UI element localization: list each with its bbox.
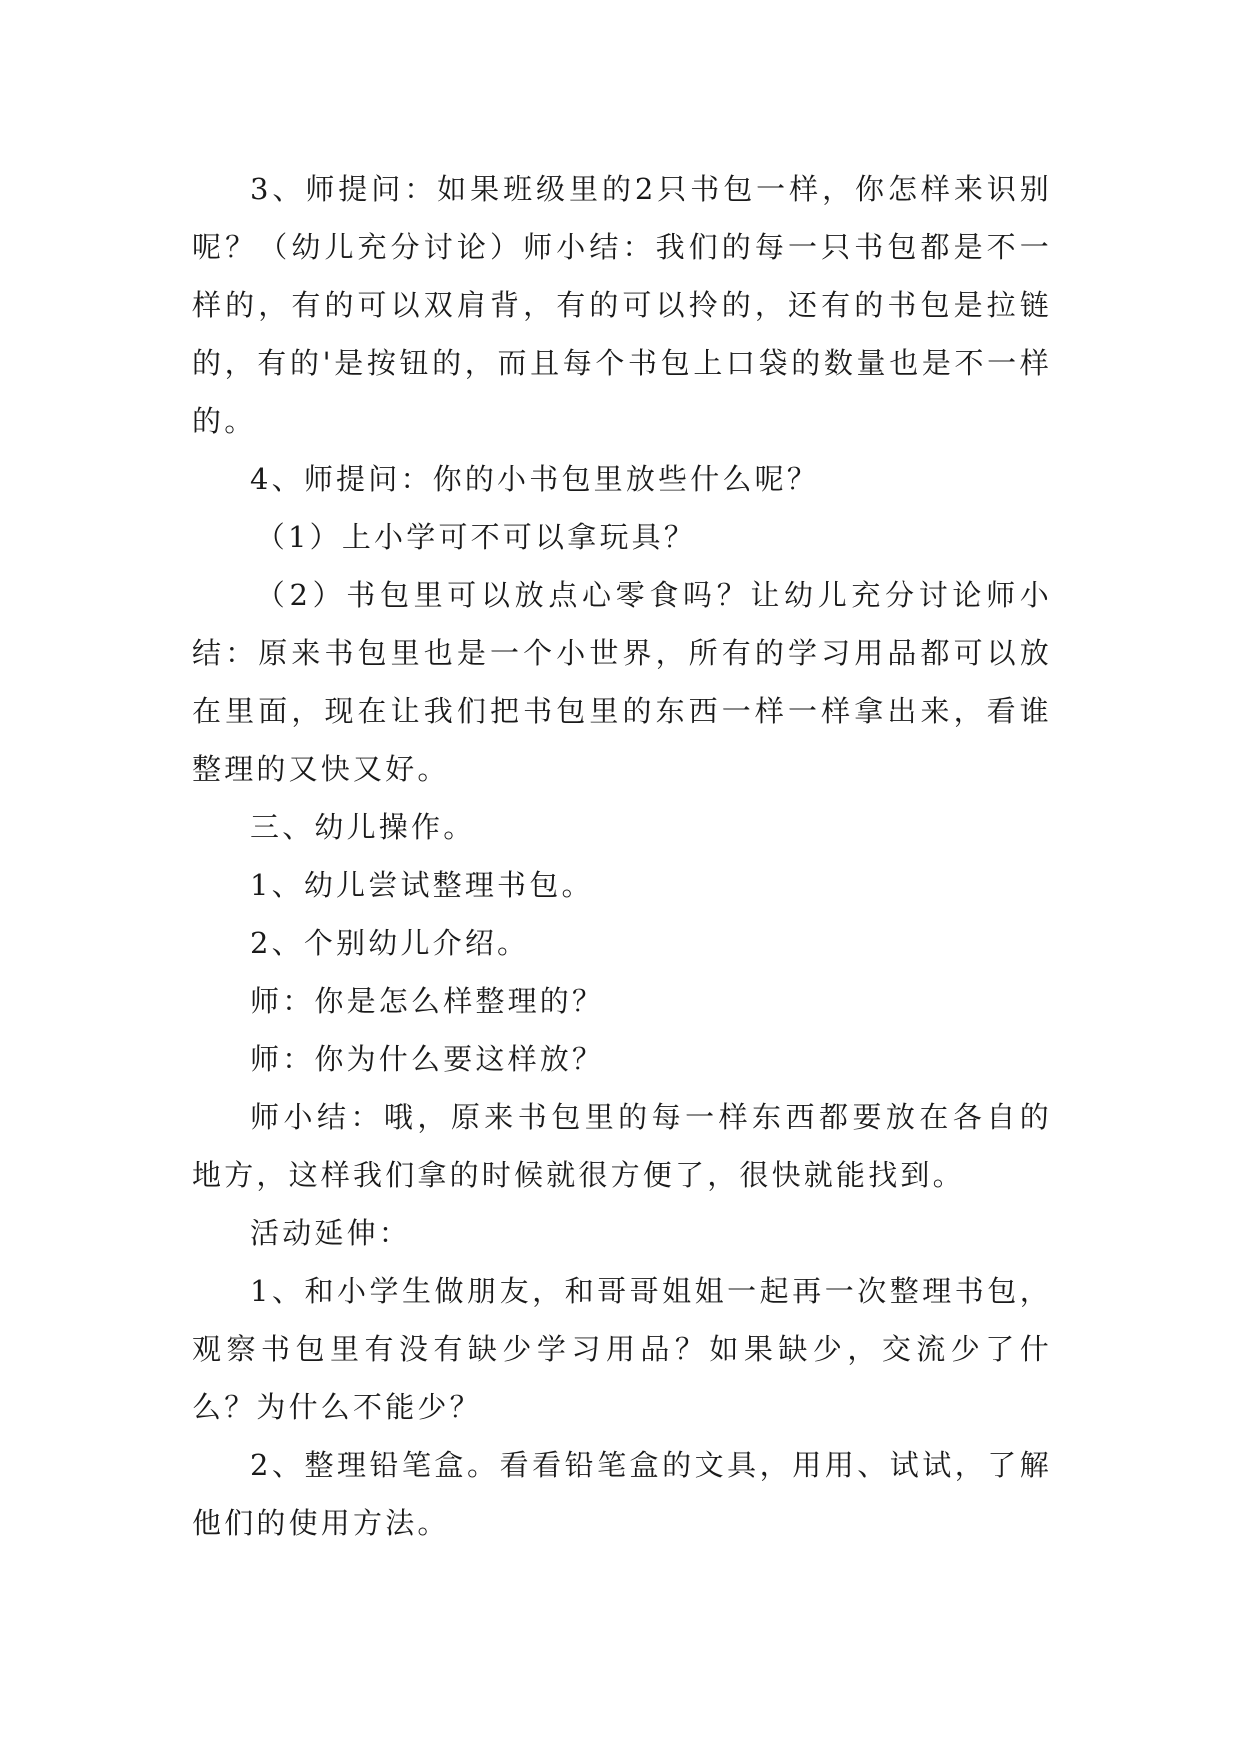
paragraph-step-1: 1、幼儿尝试整理书包。 bbox=[250, 868, 594, 902]
paragraph-teacher-ask-2: 师：你为什么要这样放？ bbox=[250, 1042, 605, 1076]
paragraph-extension-1: 1、和小学生做朋友，和哥哥姐姐一起再一次整理书包，观察书包里有没有缺少学习用品？如果缺少，交流少了什么？为什么不能少？ bbox=[192, 1274, 1052, 1424]
section-heading-extension: 活动延伸： bbox=[250, 1216, 412, 1250]
paragraph-question-3: 3、师提问：如果班级里的2只书包一样，你怎样来识别呢？（幼儿充分讨论）师小结：我们的每一只书包都是不一样的，有的可以双肩背，有的可以拎的，还有的书包是拉链的，有的'是按钮的，而且每个书包上口袋的数量也是不一样的。 bbox=[192, 172, 1052, 438]
section-heading-operation: 三、幼儿操作。 bbox=[250, 810, 476, 844]
document-page bbox=[192, 160, 1052, 1552]
paragraph-teacher-ask-1: 师：你是怎么样整理的？ bbox=[250, 984, 605, 1018]
paragraph-teacher-summary: 师小结：哦，原来书包里的每一样东西都要放在各自的地方，这样我们拿的时候就很方便了，很快就能找到。 bbox=[192, 1100, 1052, 1192]
paragraph-subquestion-2: （2）书包里可以放点心零食吗？让幼儿充分讨论师小结：原来书包里也是一个小世界，所有的学习用品都可以放在里面，现在让我们把书包里的东西一样一样拿出来，看谁整理的又快又好。 bbox=[192, 578, 1052, 786]
paragraph-subquestion-1: （1）上小学可不可以拿玩具？ bbox=[255, 520, 697, 554]
paragraph-extension-2: 2、整理铅笔盒。看看铅笔盒的文具，用用、试试，了解他们的使用方法。 bbox=[192, 1448, 1052, 1540]
paragraph-question-4: 4、师提问：你的小书包里放些什么呢？ bbox=[250, 462, 820, 496]
paragraph-step-2: 2、个别幼儿介绍。 bbox=[250, 926, 530, 960]
